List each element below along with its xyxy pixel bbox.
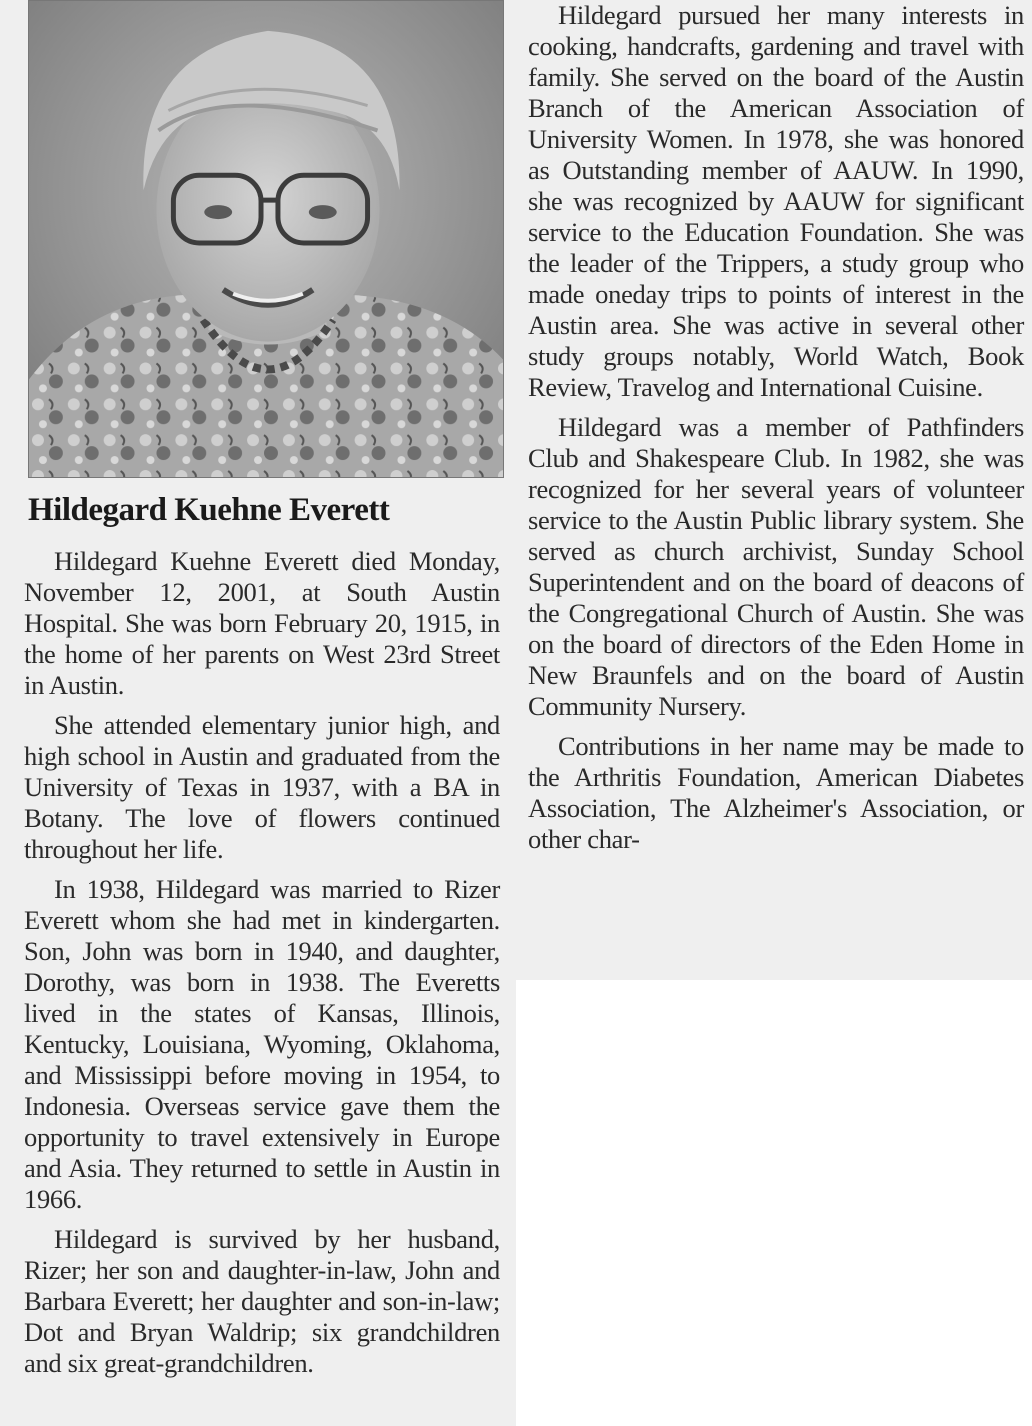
right-column <box>516 0 1032 980</box>
paragraph-interests: Hildegard pursued her many interests in cooking, handcrafts, gardening and travel with family. She served on the board of the Austin Branch of the American Association of University Women. In 1978, she was honored as Outstanding member of AAUW. In 1990, she was recognized by AAUW for significant service to the Education Foundation. She was the leader of the Trippers, a study group who made oneday trips to points of interest in the Austin area. She was active in several other study groups notably, World Watch, Book Review, Travelog and International Cuisine. <box>528 0 1024 402</box>
paragraph-survivors: Hildegard is survived by her husband, Rizer; her son and daughter-in-law, John and Barbara Everett; her daughter and son-in-law; Dot and Bryan Waldrip; six grandchildren and six great-grandchildren. <box>24 1224 500 1378</box>
left-text <box>24 546 500 1388</box>
paragraph-education: She attended elementary junior high, and high school in Austin and graduated from the University of Texas in 1937, with a BA in Botany. The love of flowers continued throughout her life. <box>24 710 500 864</box>
portrait-image <box>29 1 503 477</box>
right-text <box>528 0 1024 864</box>
obituary-name: Hildegard Kuehne Everett <box>28 492 390 528</box>
paragraph-clubs-and-service: Hildegard was a member of Pathfinders Club and Shakespeare Club. In 1982, she was recognized for her several years of volunteer service to the Austin Public library system. She served as church archivist, Sunday School Superintendent and on the board of deacons of the Congregational Church of Austin. She was on the board of directors of the Eden Home in New Braunfels and on the board of Austin Community Nursery. <box>528 412 1024 721</box>
paragraph-marriage-and-travel: In 1938, Hildegard was married to Rizer Everett whom she had met in kindergarten. Son, John was born in 1940, and daughter, Dorothy, was born in 1938. The Everetts lived in the states of Kansas, Illinois, Kentucky, Louisiana, Wyoming, Oklahoma, and Mississippi before moving in 1954, to Indonesia. Overseas service gave them the opportunity to travel extensively in Europe and Asia. They returned to settle in Austin in 1966. <box>24 874 500 1214</box>
paragraph-death-and-birth: Hildegard Kuehne Everett died Monday, November 12, 2001, at South Austin Hospital. She was born February 20, 1915, in the home of her parents on West 23rd Street in Austin. <box>24 546 500 700</box>
paragraph-contributions: Contributions in her name may be made to the Arthritis Foundation, American Diabetes Association, The Alzheimer's Association, or other char- <box>528 731 1024 854</box>
portrait-photo <box>28 0 504 478</box>
